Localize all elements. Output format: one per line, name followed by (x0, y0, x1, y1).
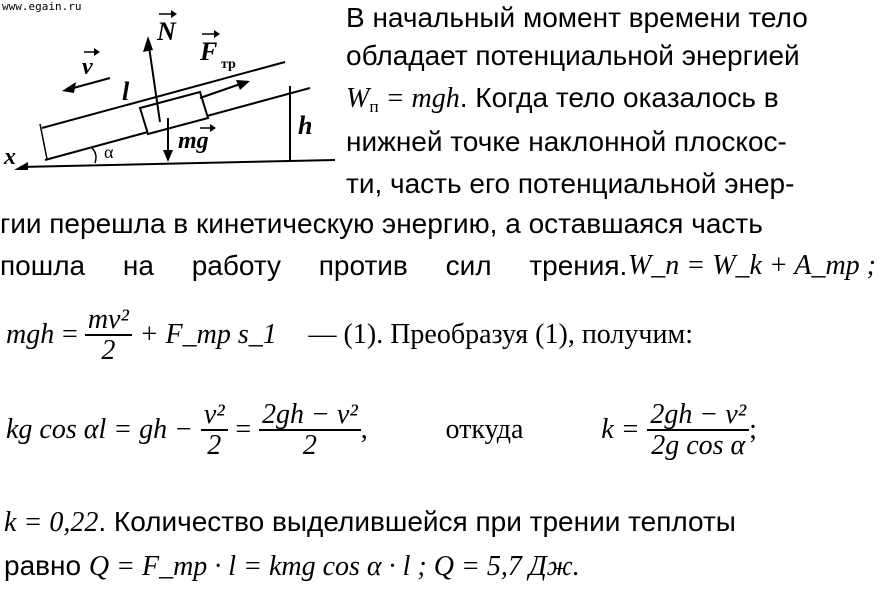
text-line-10: k = 0,22. Количество выделившейся при трении теплоты (4, 506, 736, 538)
base-line (20, 160, 335, 167)
label-N: N (157, 17, 176, 46)
eq2-fraction-2: $\frac{\text{2gh − v²}}{2}$ (259, 400, 361, 461)
label-l: l (122, 77, 130, 106)
text-line-7: пошла на работу против сил трения. W_п = W_k + A_тр ; (0, 250, 876, 281)
label-h: h (298, 111, 313, 140)
text-line-6: гии перешла в кинетическую энергию, а оставшаяся часть (0, 208, 763, 239)
label-mg: mg (178, 128, 209, 154)
watermark: www.egain.ru (2, 0, 82, 13)
eq2-fraction-3: $\frac{\text{2gh − v²}}{\text{2g cos α}}$ (647, 400, 749, 461)
label-alpha: α (104, 142, 114, 162)
text-line-2: обладает потенциальной энергией (346, 40, 800, 71)
text-line-4: нижней точке наклонной плоскос- (346, 126, 787, 157)
label-x: x (4, 144, 16, 170)
label-F-sub: тр (221, 57, 236, 72)
label-F: F (200, 37, 218, 66)
text-line-5: ти, часть его потенциальной энер- (346, 168, 795, 199)
inclined-plane-diagram (0, 0, 340, 190)
text-line-1: В начальный момент времени тело (346, 2, 808, 33)
equation-2: kg cos αl = gh − $\frac{\text{v²}}{2}$ = $\frac{\text{2gh − v²}}{2}$ , откуда k = $\frac{\text{2gh − v²}}{\text{2g cos α}}$ ; (6, 399, 757, 462)
label-v: v (82, 54, 93, 80)
text-line-3: $W_п$ = mgh. Когда тело оказалось в (346, 82, 779, 117)
text-line-11: равно Q = F_тр · l = kmg cos α · l ; Q = 5,7 Дж. (4, 550, 580, 582)
equation-1: mgh = $\frac{\text{mv²}}{2}$ + F_тр s_1 — (1). Преобразуя (1), получим: (6, 304, 693, 367)
eq1-fraction: $\frac{\text{mv²}}{2}$ (85, 305, 132, 366)
eq2-fraction-1: $\frac{\text{v²}}{2}$ (201, 400, 228, 461)
